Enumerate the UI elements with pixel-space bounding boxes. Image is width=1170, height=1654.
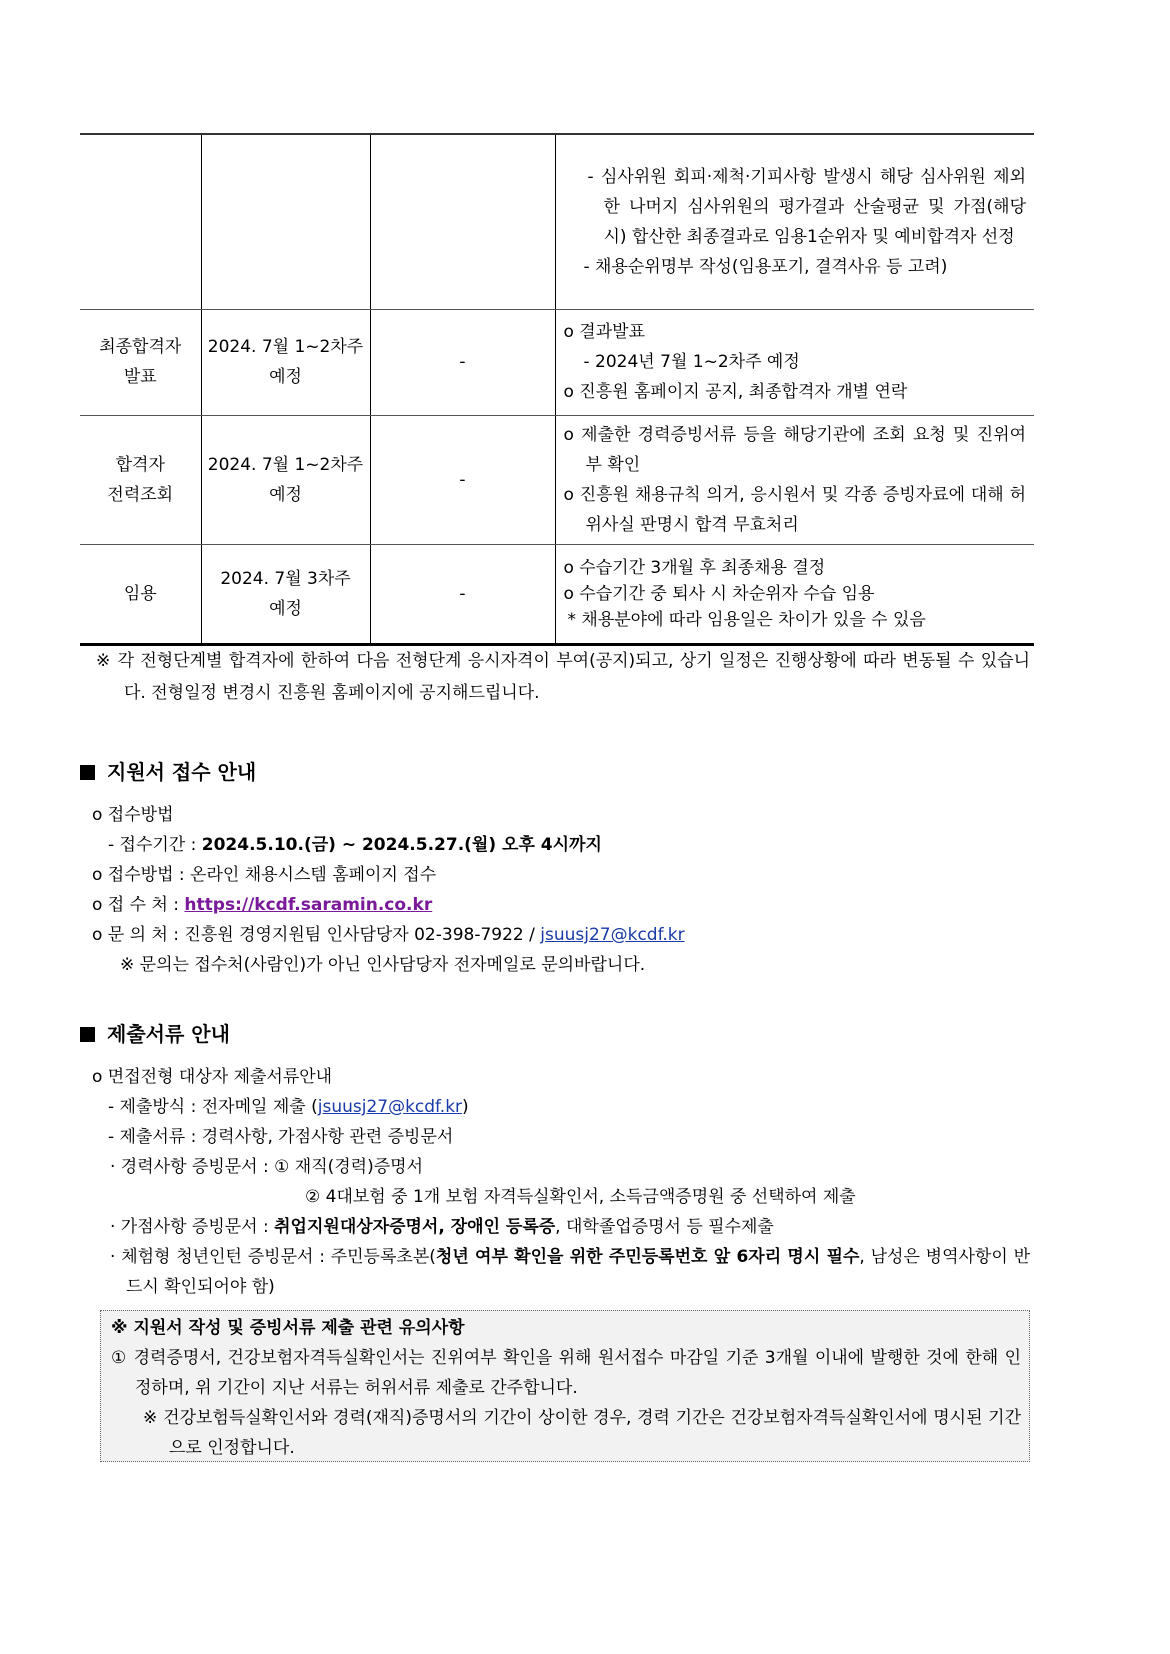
saramin-link[interactable]: https://kcdf.saramin.co.kr: [184, 895, 433, 915]
notice-subnote: ※ 건강보험득실확인서와 경력(재직)증명서의 기간이 상이한 경우, 경력 기간은 건강보험자격득실확인서에 명시된 기간으로 인정합니다.: [143, 1408, 1021, 1458]
label: , 남성은 병역사항이 반드시 확인되어야 함): [126, 1247, 1030, 1297]
table-row: [80, 134, 1034, 309]
content-line: - 채용순위명부 작성(임용포기, 결격사유 등 고려): [583, 256, 948, 277]
stage-name: 전력조회: [107, 484, 174, 505]
place-cell: -: [370, 544, 555, 644]
career-doc-1: ① 재직(경력)증명서: [274, 1157, 423, 1177]
stage-name: 합격자: [115, 454, 165, 475]
table-row: [80, 309, 1034, 415]
label: · 경력사항 증빙문서 :: [110, 1157, 275, 1177]
table-row: [80, 544, 1034, 644]
content-line: o 수습기간 3개월 후 최종채용 결정: [563, 557, 826, 578]
stage-name: 최종합격자: [99, 337, 182, 357]
apply-period: [108, 830, 602, 855]
intern-required: 청년 여부 확인을 위한 주민등록번호 앞 6자리 명시 필수: [435, 1247, 860, 1267]
docs-list: - 제출서류 : 경력사항, 가점사항 관련 증빙문서: [108, 1127, 454, 1147]
intern-docs: [110, 1242, 1030, 1302]
place-cell: -: [370, 309, 555, 415]
content-line: o 제출한 경력증빙서류 등을 해당기관에 조회 요청 및 진위여부 확인: [563, 424, 1026, 475]
content-line: o 진흥원 홈페이지 공지, 최종합격자 개별 연락: [563, 382, 908, 402]
label: - 제출방식 : 전자메일 제출 (: [108, 1097, 318, 1117]
schedule-date: 예정: [269, 367, 302, 387]
label: , 대학졸업증명서 등 필수제출: [555, 1217, 774, 1237]
apply-method-heading: o 접수방법: [92, 805, 174, 825]
table-row: [80, 415, 1034, 544]
label: - 접수기간 :: [108, 835, 202, 855]
docs-heading: o 면접전형 대상자 제출서류안내: [92, 1067, 333, 1087]
schedule-date: 예정: [269, 484, 302, 505]
notice-title: ※ 지원서 작성 및 증빙서류 제출 관련 유의사항: [111, 1318, 465, 1338]
section-title-apply: [80, 756, 256, 785]
content-line: o 진흥원 채용규칙 의거, 응시원서 및 각종 증빙자료에 대해 허위사실 판명시 합격 무효처리: [563, 484, 1026, 535]
docs-method: [108, 1092, 469, 1117]
submit-email-link[interactable]: jsuusj27@kcdf.kr: [317, 1097, 463, 1117]
apply-method: o 접수방법 : 온라인 채용시스템 홈페이지 접수: [92, 865, 437, 885]
label: ): [462, 1097, 469, 1117]
stage-name: 발표: [123, 367, 157, 387]
place-cell: -: [370, 415, 555, 544]
notice-item: ① 경력증명서, 건강보험자격득실확인서는 진위여부 확인을 위해 원서접수 마감일 기준 3개월 이내에 발행한 것에 한해 인정하며, 위 기간이 지난 서류는 허위서류 제출로 간주합니다.: [111, 1348, 1021, 1398]
section-title-text: 제출서류 안내: [107, 1022, 230, 1046]
content-line: * 채용분야에 따라 임용일은 차이가 있을 수 있음: [567, 609, 926, 630]
career-docs: [110, 1152, 423, 1177]
section-title-docs: [80, 1018, 230, 1047]
schedule-date: 2024. 7월 1~2차주: [207, 337, 364, 357]
content-line: o 수습기간 중 퇴사 시 차순위자 수습 임용: [563, 583, 875, 604]
stage-name: 임용: [80, 544, 201, 644]
schedule-date: 2024. 7월 3차주: [220, 568, 351, 589]
schedule-date: 2024. 7월 1~2차주: [207, 454, 364, 475]
apply-place: [92, 890, 432, 915]
section-title-text: 지원서 접수 안내: [107, 760, 257, 784]
square-bullet-icon: [80, 765, 95, 780]
contact-email-link[interactable]: jsuusj27@kcdf.kr: [540, 925, 685, 945]
content-line: o 결과발표: [563, 322, 645, 342]
contact-note: ※ 문의는 접수처(사람인)가 아닌 인사담당자 전자메일로 문의바랍니다.: [120, 955, 646, 975]
content-line: - 2024년 7월 1~2차주 예정: [583, 352, 800, 372]
bonus-required: 취업지원대상자증명서, 장애인 등록증: [274, 1217, 556, 1237]
period-value: 2024.5.10.(금) ~ 2024.5.27.(월) 오후 4시까지: [201, 835, 602, 855]
career-doc-2: ② 4대보험 중 1개 보험 자격득실확인서, 소득금액증명원 중 선택하여 제출: [305, 1187, 856, 1207]
label: o 문 의 처 : 진흥원 경영지원팀 인사담당자 02-398-7922 /: [92, 925, 541, 945]
notice-box: [100, 1310, 1030, 1462]
schedule-table: [80, 133, 1034, 646]
content-line: - 심사위원 회피·제척·기피사항 발생시 해당 심사위원 제외한 나머지 심사위원의 평가결과 산술평균 및 가점(해당시) 합산한 최종결과로 임용1순위자 및 예비합격자 선정: [587, 166, 1026, 247]
label: · 가점사항 증빙문서 :: [110, 1217, 275, 1237]
label: o 접 수 처 :: [92, 895, 185, 915]
bonus-docs: [110, 1212, 774, 1237]
label: · 체험형 청년인턴 증빙문서 : 주민등록초본(: [110, 1247, 436, 1267]
table-note: ※ 각 전형단계별 합격자에 한하여 다음 전형단계 응시자격이 부여(공지)되고, 상기 일정은 진행상황에 따라 변동될 수 있습니다. 전형일정 변경시 진흥원 홈페이지에 공지해드립니다.: [96, 651, 1030, 703]
apply-contact: [92, 920, 685, 945]
square-bullet-icon: [80, 1027, 95, 1042]
schedule-date: 예정: [269, 598, 302, 619]
